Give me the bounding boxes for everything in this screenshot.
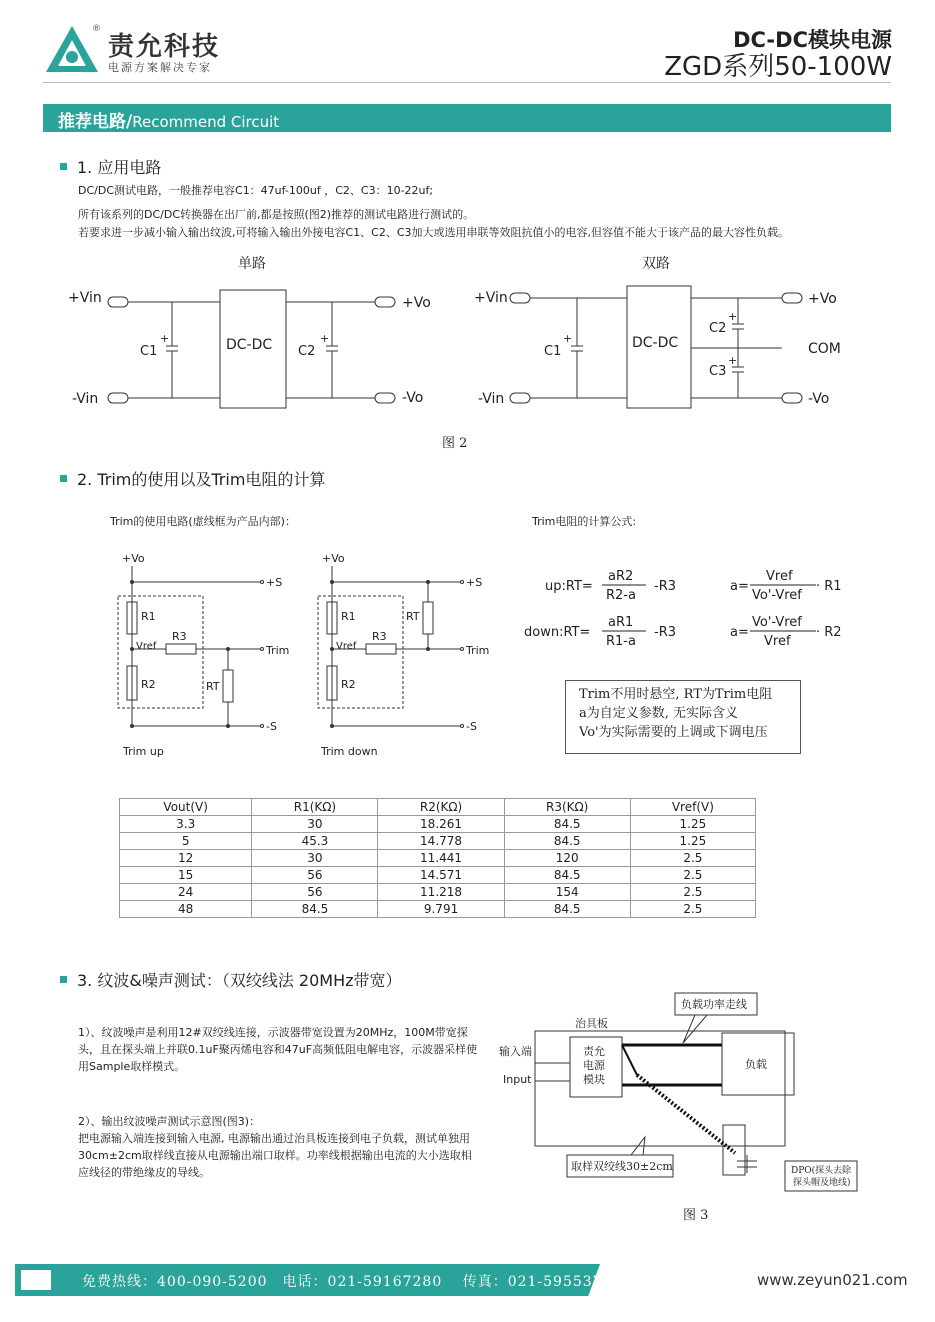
figure-2-caption: 图 2 <box>442 436 468 451</box>
table-cell: 15 <box>120 867 252 884</box>
down-trim: Trim <box>466 644 490 657</box>
formula-a1-den: Vo'-Vref <box>752 588 802 603</box>
dual-dcdc: DC-DC <box>632 335 679 351</box>
table-cell: 84.5 <box>504 867 630 884</box>
paragraph-factory-test: 所有该系列的DC/DC转换器在出厂前,都是按照(图2)推荐的测试电路进行测试的。 <box>78 208 475 221</box>
formula-a1-label: a= <box>730 579 749 594</box>
formula-a1-num: Vref <box>766 569 793 584</box>
table-row <box>120 867 756 884</box>
footer-contacts: 免费热线：400-090-5200 电话：021-59167280 传真：021-59553702 <box>82 1274 623 1290</box>
section-title-cn: 推荐电路/ <box>58 112 133 132</box>
formula-down-tail: -R3 <box>654 625 676 640</box>
single-c1: C1 <box>140 344 158 359</box>
down-r2: R2 <box>341 678 356 691</box>
single-dcdc: DC-DC <box>226 337 273 353</box>
table-header-cell: R3(KΩ) <box>504 799 630 816</box>
note-line-3: Vo'为实际需要的上调或下调电压 <box>579 725 768 740</box>
label-module-3: 模块 <box>583 1073 605 1086</box>
table-header-row <box>120 799 756 816</box>
up-vref: Vref <box>136 641 157 652</box>
formula-down-num: aR1 <box>608 615 634 630</box>
paragraph-ripple-reduce: 若要求进一步减小输入输出纹波,可将输入输出外接电容C1、C2、C3加大或选用串联等效阻抗值小的电容,但容值不能大于该产品的最大容性负载。 <box>78 226 790 239</box>
table-row <box>120 816 756 833</box>
up-vo: +Vo <box>122 552 145 565</box>
section-title-bar <box>43 104 891 132</box>
single-vin-minus: -Vin <box>72 391 99 407</box>
formula-down-den: R1-a <box>606 634 636 649</box>
table-cell: 84.5 <box>252 901 378 918</box>
up-r2: R2 <box>141 678 156 691</box>
heading-trim: 2. Trim的使用以及Trim电阻的计算 <box>60 467 325 490</box>
down-vo: +Vo <box>322 552 345 565</box>
dual-vo-minus: -Vo <box>808 391 830 407</box>
down-r3: R3 <box>372 630 387 643</box>
down-r1: R1 <box>341 610 356 623</box>
dual-c1: C1 <box>544 344 562 359</box>
label-probe-1: DPO(探头去除 <box>791 1166 852 1176</box>
formula-a2-label: a= <box>730 625 749 640</box>
up-rt: RT <box>206 680 220 693</box>
table-cell: 11.218 <box>378 884 504 901</box>
table-cell: 9.791 <box>378 901 504 918</box>
dual-com: COM <box>808 341 841 357</box>
trim-up-label: Trim up <box>123 745 164 758</box>
product-line: DC-DC模块电源 <box>733 28 892 52</box>
footer <box>0 1264 935 1296</box>
table-cell: 2.5 <box>630 901 755 918</box>
single-c2-plus: + <box>320 332 330 345</box>
table-cell: 84.5 <box>504 816 630 833</box>
formula-a2-num: Vo'-Vref <box>752 615 802 630</box>
dual-output-circuit <box>470 250 870 420</box>
down-vref: Vref <box>336 641 357 652</box>
single-vo-minus: -Vo <box>402 390 424 406</box>
paragraph-ripple-setup-title: 2）、输出纹波噪声测试示意图(图3)： <box>78 1115 261 1128</box>
trim-circuit-caption: Trim的使用电路(虚线框为产品内部)： <box>110 515 296 528</box>
formula-up-label: up:RT= <box>545 579 593 594</box>
trim-resistor-table <box>119 798 756 918</box>
table-cell: 3.3 <box>120 816 252 833</box>
table-header-cell: Vout(V) <box>120 799 252 816</box>
label-module-2: 电源 <box>583 1059 605 1072</box>
brand-name: 责允科技 <box>108 32 221 62</box>
down-rt: RT <box>406 610 420 623</box>
table-row <box>120 901 756 918</box>
table-cell: 2.5 <box>630 850 755 867</box>
formula-a1-tail: · R1 <box>816 579 842 594</box>
formula-up-num: aR2 <box>608 569 634 584</box>
down-s-minus: -S <box>466 720 477 733</box>
single-c2: C2 <box>298 344 316 359</box>
heading-ripple-noise: 3. 纹波&噪声测试：（双绞线法 20MHz带宽） <box>60 968 402 991</box>
up-trim: Trim <box>266 644 290 657</box>
trim-formula-caption: Trim电阻的计算公式: <box>532 515 637 528</box>
down-s-plus: +S <box>466 576 483 589</box>
table-cell: 45.3 <box>252 833 378 850</box>
table-row <box>120 884 756 901</box>
table-cell: 30 <box>252 816 378 833</box>
trim-down-label: Trim down <box>321 745 378 758</box>
label-load: 负载 <box>745 1058 767 1071</box>
label-power-line: 负载功率走线 <box>681 998 747 1011</box>
table-cell: 84.5 <box>504 901 630 918</box>
table-cell: 14.571 <box>378 867 504 884</box>
registered-mark: ® <box>92 24 101 34</box>
paragraph-ripple-setup: 把电源输入端连接到输入电源, 电源输出通过治具板连接到电子负载，测试单独用30cm±2cm取样线直接从电源输出端口取样。功率线根据输出电流的大小选取相应线径的带绝缘皮的导线。 <box>78 1132 472 1179</box>
single-title: 单路 <box>238 256 266 272</box>
dual-c2-plus: + <box>728 310 738 323</box>
table-cell: 56 <box>252 884 378 901</box>
table-cell: 154 <box>504 884 630 901</box>
formula-up-tail: -R3 <box>654 579 676 594</box>
footer-website[interactable]: www.zeyun021.com <box>757 1271 908 1289</box>
single-c1-plus: + <box>160 332 170 345</box>
dual-c1-plus: + <box>563 332 573 345</box>
dual-c2: C2 <box>709 321 727 336</box>
table-cell: 30 <box>252 850 378 867</box>
table-row <box>120 850 756 867</box>
table-cell: 12 <box>120 850 252 867</box>
label-probe-2: 探头帽及地线) <box>793 1178 851 1188</box>
trim-note-box <box>565 680 801 754</box>
table-cell: 2.5 <box>630 867 755 884</box>
heading-application-circuit: 1. 应用电路 <box>60 155 161 178</box>
table-cell: 56 <box>252 867 378 884</box>
brand-slogan: 电源方案解决专家 <box>108 61 212 74</box>
footer-square <box>21 1270 51 1290</box>
dual-vin-plus: +Vin <box>474 290 508 306</box>
table-cell: 48 <box>120 901 252 918</box>
table-cell: 18.261 <box>378 816 504 833</box>
dual-title: 双路 <box>642 256 670 272</box>
up-r1: R1 <box>141 610 156 623</box>
table-cell: 1.25 <box>630 833 755 850</box>
label-fixture: 治具板 <box>575 1017 608 1030</box>
table-cell: 1.25 <box>630 816 755 833</box>
label-module-1: 责允 <box>583 1045 605 1058</box>
dual-vin-minus: -Vin <box>478 391 505 407</box>
dual-vo-plus: +Vo <box>808 291 837 307</box>
table-cell: 11.441 <box>378 850 504 867</box>
table-cell: 120 <box>504 850 630 867</box>
table-cell: 5 <box>120 833 252 850</box>
single-vin-plus: +Vin <box>68 290 102 306</box>
table-cell: 24 <box>120 884 252 901</box>
up-r3: R3 <box>172 630 187 643</box>
note-line-2: a为自定义参数, 无实际含义 <box>579 706 739 721</box>
header-divider <box>43 82 891 83</box>
formula-a2-tail: · R2 <box>816 625 842 640</box>
label-sample-wire: 取样双绞线30±2cm <box>571 1160 673 1173</box>
table-header-cell: Vref(V) <box>630 799 755 816</box>
paragraph-cap-recommend: DC/DC测试电路，一般推荐电容C1：47uf-100uf ，C2、C3：10-22uf; <box>78 184 434 197</box>
dual-c3: C3 <box>709 364 727 379</box>
table-cell: 14.778 <box>378 833 504 850</box>
section-title-en: Recommend Circuit <box>132 113 280 131</box>
formula-down-label: down:RT= <box>524 625 591 640</box>
figure-3-caption: 图 3 <box>683 1208 709 1223</box>
table-cell: 84.5 <box>504 833 630 850</box>
series-title: ZGD系列50-100W <box>664 52 892 82</box>
formula-a2-den: Vref <box>764 634 791 649</box>
label-input-en: Input <box>503 1073 532 1086</box>
table-row <box>120 833 756 850</box>
up-s-minus: -S <box>266 720 277 733</box>
table-header-cell: R2(KΩ) <box>378 799 504 816</box>
ripple-test-diagram <box>495 985 885 1200</box>
trim-circuits <box>110 548 510 763</box>
table-header-cell: R1(KΩ) <box>252 799 378 816</box>
single-output-circuit <box>60 250 450 420</box>
label-input-cn: 输入端 <box>499 1045 532 1058</box>
single-vo-plus: +Vo <box>402 295 431 311</box>
table-cell: 2.5 <box>630 884 755 901</box>
note-line-1: Trim不用时悬空, RT为Trim电阻 <box>579 687 773 702</box>
formula-up-den: R2-a <box>606 588 636 603</box>
up-s-plus: +S <box>266 576 283 589</box>
dual-c3-plus: + <box>728 354 738 367</box>
paragraph-ripple-method: 1）、纹波噪声是利用12#双绞线连接，示波器带宽设置为20MHz，100M带宽探头，且在探头端上并联0.1uF聚丙烯电容和47uF高频低阻电解电容，示波器采样使用Sample取样模式。 <box>78 1026 478 1073</box>
trim-formulas <box>520 560 880 660</box>
